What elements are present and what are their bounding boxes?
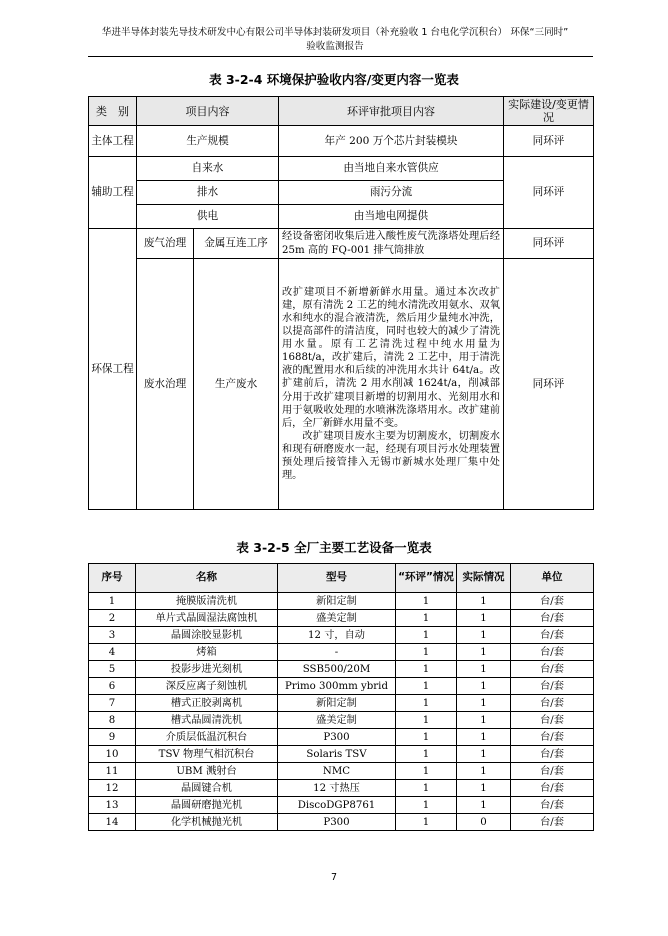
table-cell: 台/套 [511,780,594,797]
main-category: 主体工程 [89,126,137,157]
table-cell: 台/套 [511,814,594,831]
table-cell: 化学机械抛光机 [136,814,278,831]
aux-eia: 由当地电网提供 [279,205,504,229]
table-cell: 晶圆键合机 [136,780,278,797]
table-cell: 1 [457,763,511,780]
table-cell: 1 [457,678,511,695]
table-cell: 台/套 [511,678,594,695]
table-cell: 9 [89,729,136,746]
table-cell: 1 [396,627,457,644]
header-item: 项目内容 [137,97,279,126]
table-cell: 台/套 [511,661,594,678]
table-cell: 1 [396,763,457,780]
header-actual: 实际建设/变更情况 [504,97,594,126]
table-cell: 1 [457,610,511,627]
table-cell: 台/套 [511,797,594,814]
table-row [89,746,594,763]
table-cell: 台/套 [511,746,594,763]
table-cell: 介质层低温沉积台 [136,729,278,746]
main-item: 生产规模 [137,126,279,157]
table-row [89,610,594,627]
table-cell: 1 [396,678,457,695]
header-line-1: 华进半导体封装先导技术研发中心有限公司半导体封装研发项目（补充验收 1 台电化学沉积台） 环保“三同时” [101,27,569,38]
env-category: 环保工程 [89,229,137,510]
table-cell: 台/套 [511,695,594,712]
table-cell: 12 寸热压 [278,780,396,797]
table-cell: P300 [278,729,396,746]
header-line-2: 验收监测报告 [306,41,364,52]
gas-source: 金属互连工序 [194,229,279,259]
table-cell: 台/套 [511,729,594,746]
table-cell: 1 [396,746,457,763]
table-cell: TSV 物理气相沉积台 [136,746,278,763]
table-cell: 1 [457,593,511,610]
gas-eia: 经设备密闭收集后进入酸性废气洗涤塔处理后经 25m 高的 FQ-001 排气筒排放 [279,229,504,259]
table-row [89,695,594,712]
water-eia-para1: 改扩建项目不新增新鲜水用量。通过本次改扩建，原有清洗 2 工艺的纯水清洗改用氨水、双氧水和纯水的混合液清洗，然后用少量纯水冲洗，以提高部件的清洁度，同时也较大的减少了清洗用水量。原有工艺清洗过程中纯水用量为 1688t/a，改扩建后，清洗 2 工艺中，用于清洗液的配置用水和后续的冲洗用水共计 64t/a。改扩建前后，清洗 2 用水削减 1624t/a，削减部分用于改扩建项目新增的切割用水、光刻用水和用于氨吸收处理的水喷淋洗涤塔用水。改扩建前后，全厂新鲜水用量不变。 [282,286,500,429]
equipment-table [88,563,594,831]
table-row [89,797,594,814]
gas-type: 废气治理 [137,229,194,259]
table-cell: 14 [89,814,136,831]
table-cell: 1 [457,695,511,712]
table-cell: - [278,644,396,661]
col-header: 名称 [136,564,278,593]
table-cell: 槽式正胶剥离机 [136,695,278,712]
equipment-table-body [89,593,594,831]
table-cell: 1 [396,661,457,678]
table-cell: 单片式晶圆湿法腐蚀机 [136,610,278,627]
table-cell: 1 [396,780,457,797]
water-eia-para2: 改扩建项目废水主要为切割废水，切割废水和现有研磨废水一起，经现有项目污水处理装置预处理后接管排入无锡市新城水处理厂集中处理。 [282,430,500,482]
table-cell: Primo 300mm ybrid [278,678,396,695]
aux-eia: 雨污分流 [279,181,504,205]
table-cell: UBM 溅射台 [136,763,278,780]
main-actual: 同环评 [504,126,594,157]
table-row [89,814,594,831]
table-cell: 3 [89,627,136,644]
table-cell: 盛美定制 [278,610,396,627]
table-cell: 槽式晶圆清洗机 [136,712,278,729]
table-cell: 6 [89,678,136,695]
col-header: “环评”情况 [396,564,457,593]
table-cell: DiscoDGP8761 [278,797,396,814]
env-acceptance-table [88,96,594,510]
table-cell: 1 [457,712,511,729]
table-cell: 1 [457,780,511,797]
header-eia: 环评审批项目内容 [279,97,504,126]
table-cell: 台/套 [511,763,594,780]
aux-item: 供电 [137,205,279,229]
table-cell: 深反应离子刻蚀机 [136,678,278,695]
header-rule [88,56,593,57]
table-cell: 1 [457,627,511,644]
table-cell: 1 [396,695,457,712]
page-header [70,26,600,54]
table-cell: 1 [457,746,511,763]
table-cell: NMC [278,763,396,780]
table-cell: 台/套 [511,712,594,729]
page-number: 7 [330,872,338,883]
table-cell: 1 [396,610,457,627]
table-cell: 晶圆研磨抛光机 [136,797,278,814]
water-type: 废水治理 [137,259,194,510]
table-3-2-5-title: 表 3-2-5 全厂主要工艺设备一览表 [236,540,432,555]
col-header: 序号 [89,564,136,593]
table-cell: 1 [396,712,457,729]
table-cell: 晶圆涂胶显影机 [136,627,278,644]
table-row [89,678,594,695]
table-cell: 新阳定制 [278,593,396,610]
header-category: 类 别 [89,97,137,126]
table-cell: 1 [396,644,457,661]
table-row [89,627,594,644]
table-row [89,644,594,661]
table-cell: 1 [396,814,457,831]
table-cell: 12 [89,780,136,797]
table-row [89,763,594,780]
water-actual: 同环评 [504,259,594,510]
table-cell: 台/套 [511,627,594,644]
table-row [89,780,594,797]
table-cell: 5 [89,661,136,678]
table-cell: 掩膜版清洗机 [136,593,278,610]
main-eia: 年产 200 万个芯片封装模块 [279,126,504,157]
table-cell: 1 [457,644,511,661]
table-cell: 1 [396,729,457,746]
col-header: 单位 [511,564,594,593]
aux-item: 自来水 [137,157,279,181]
table-cell: 0 [457,814,511,831]
table-row [89,661,594,678]
table-cell: 8 [89,712,136,729]
col-header: 型号 [278,564,396,593]
table-cell: 投影步进光刻机 [136,661,278,678]
table-cell: 12 寸，自动 [278,627,396,644]
table-cell: 新阳定制 [278,695,396,712]
water-eia [279,259,504,510]
table-cell: 台/套 [511,644,594,661]
table-cell: SSB500/20M [278,661,396,678]
gas-actual: 同环评 [504,229,594,259]
table-cell: 1 [457,661,511,678]
table-cell: P300 [278,814,396,831]
table-cell: 盛美定制 [278,712,396,729]
table-cell: 4 [89,644,136,661]
aux-item: 排水 [137,181,279,205]
col-header: 实际情况 [457,564,511,593]
table-row [89,712,594,729]
aux-actual: 同环评 [504,157,594,229]
aux-category: 辅助工程 [89,157,137,229]
table-cell: 台/套 [511,610,594,627]
table-cell: 1 [396,593,457,610]
table-cell: 13 [89,797,136,814]
table-cell: 7 [89,695,136,712]
table-cell: 1 [457,797,511,814]
table-cell: 烤箱 [136,644,278,661]
water-source: 生产废水 [194,259,279,510]
table-cell: 11 [89,763,136,780]
table-cell: Solaris TSV [278,746,396,763]
table-3-2-4-title: 表 3-2-4 环境保护验收内容/变更内容一览表 [209,72,459,87]
table-cell: 10 [89,746,136,763]
table-cell: 1 [457,729,511,746]
table-cell: 台/套 [511,593,594,610]
table-cell: 1 [89,593,136,610]
aux-eia: 由当地自来水管供应 [279,157,504,181]
table-row [89,729,594,746]
table-cell: 2 [89,610,136,627]
table-cell: 1 [396,797,457,814]
table-row [89,593,594,610]
